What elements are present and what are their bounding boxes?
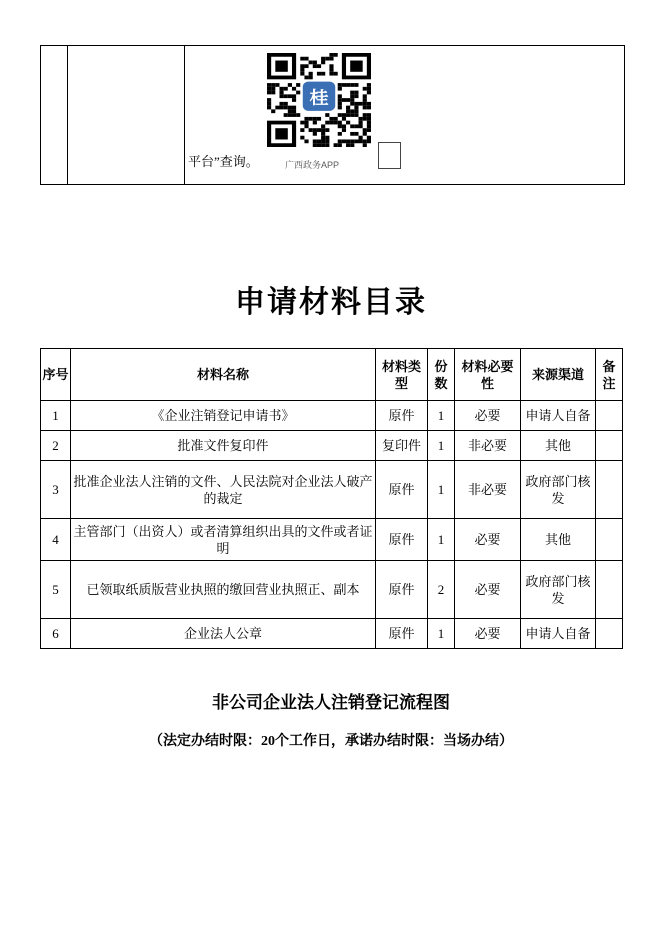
cell-no: 3 [41,461,71,519]
cell-necessity: 必要 [455,619,521,649]
cell-source: 政府部门核发 [521,561,596,619]
cell-copies: 1 [428,431,455,461]
header-copies: 份数 [428,349,455,401]
cell-type: 原件 [376,519,428,561]
qr-caption: 广西政务APP [285,160,340,170]
table-row [41,561,623,619]
cell-necessity: 必要 [455,401,521,431]
qr-code [267,53,371,147]
table-row [41,619,623,649]
cell-remark [596,519,623,561]
header-material-name: 材料名称 [71,349,376,401]
qr-center-logo [303,82,335,111]
materials-table [40,348,623,649]
fragment-col-serial [41,46,68,184]
cell-copies: 1 [428,519,455,561]
qr-code-icon [267,53,371,147]
previous-table-fragment [40,45,625,185]
cell-necessity: 必要 [455,561,521,619]
header-serial: 序号 [41,349,71,401]
materials-table-body [41,401,623,649]
header-material-type: 材料类型 [376,349,428,401]
cell-necessity: 非必要 [455,461,521,519]
cell-no: 1 [41,401,71,431]
cell-remark [596,619,623,649]
empty-box [378,142,401,169]
cell-remark [596,561,623,619]
cell-type: 复印件 [376,431,428,461]
cell-remark [596,401,623,431]
cell-no: 2 [41,431,71,461]
cell-copies: 1 [428,619,455,649]
cell-source: 其他 [521,431,596,461]
cell-name: 批准文件复印件 [71,431,376,461]
cell-source: 申请人自备 [521,401,596,431]
table-row [41,461,623,519]
cell-source: 其他 [521,519,596,561]
table-row [41,519,623,561]
cell-type: 原件 [376,619,428,649]
cell-type: 原件 [376,461,428,519]
cell-remark [596,461,623,519]
table-row [41,431,623,461]
cell-necessity: 必要 [455,519,521,561]
cell-source: 政府部门核发 [521,461,596,519]
cell-name: 主管部门（出资人）或者清算组织出具的文件或者证明 [71,519,376,561]
table-row [41,401,623,431]
flowchart-subtitle: （法定办结时限：20个工作日，承诺办结时限：当场办结） [149,734,513,749]
cell-name: 批准企业法人注销的文件、人民法院对企业法人破产的裁定 [71,461,376,519]
cell-name: 《企业注销登记申请书》 [71,401,376,431]
page-title: 申请材料目录 [235,286,427,319]
cell-name: 企业法人公章 [71,619,376,649]
table-header-row [41,349,623,401]
cell-copies: 1 [428,461,455,519]
cell-remark [596,431,623,461]
header-remark: 备注 [596,349,623,401]
cell-copies: 2 [428,561,455,619]
fragment-col-content [185,46,624,184]
cell-source: 申请人自备 [521,619,596,649]
cell-no: 6 [41,619,71,649]
fragment-col-label [68,46,185,184]
flowchart-title: 非公司企业法人注销登记流程图 [212,693,450,712]
qr-logo-character: 桂 [309,88,329,108]
cell-name: 已领取纸质版营业执照的缴回营业执照正、副本 [71,561,376,619]
cell-type: 原件 [376,561,428,619]
cell-no: 4 [41,519,71,561]
cell-copies: 1 [428,401,455,431]
header-source: 来源渠道 [521,349,596,401]
header-necessity: 材料必要性 [455,349,521,401]
cell-no: 5 [41,561,71,619]
platform-query-text: 平台”查询。 [188,154,259,169]
cell-type: 原件 [376,401,428,431]
cell-necessity: 非必要 [455,431,521,461]
